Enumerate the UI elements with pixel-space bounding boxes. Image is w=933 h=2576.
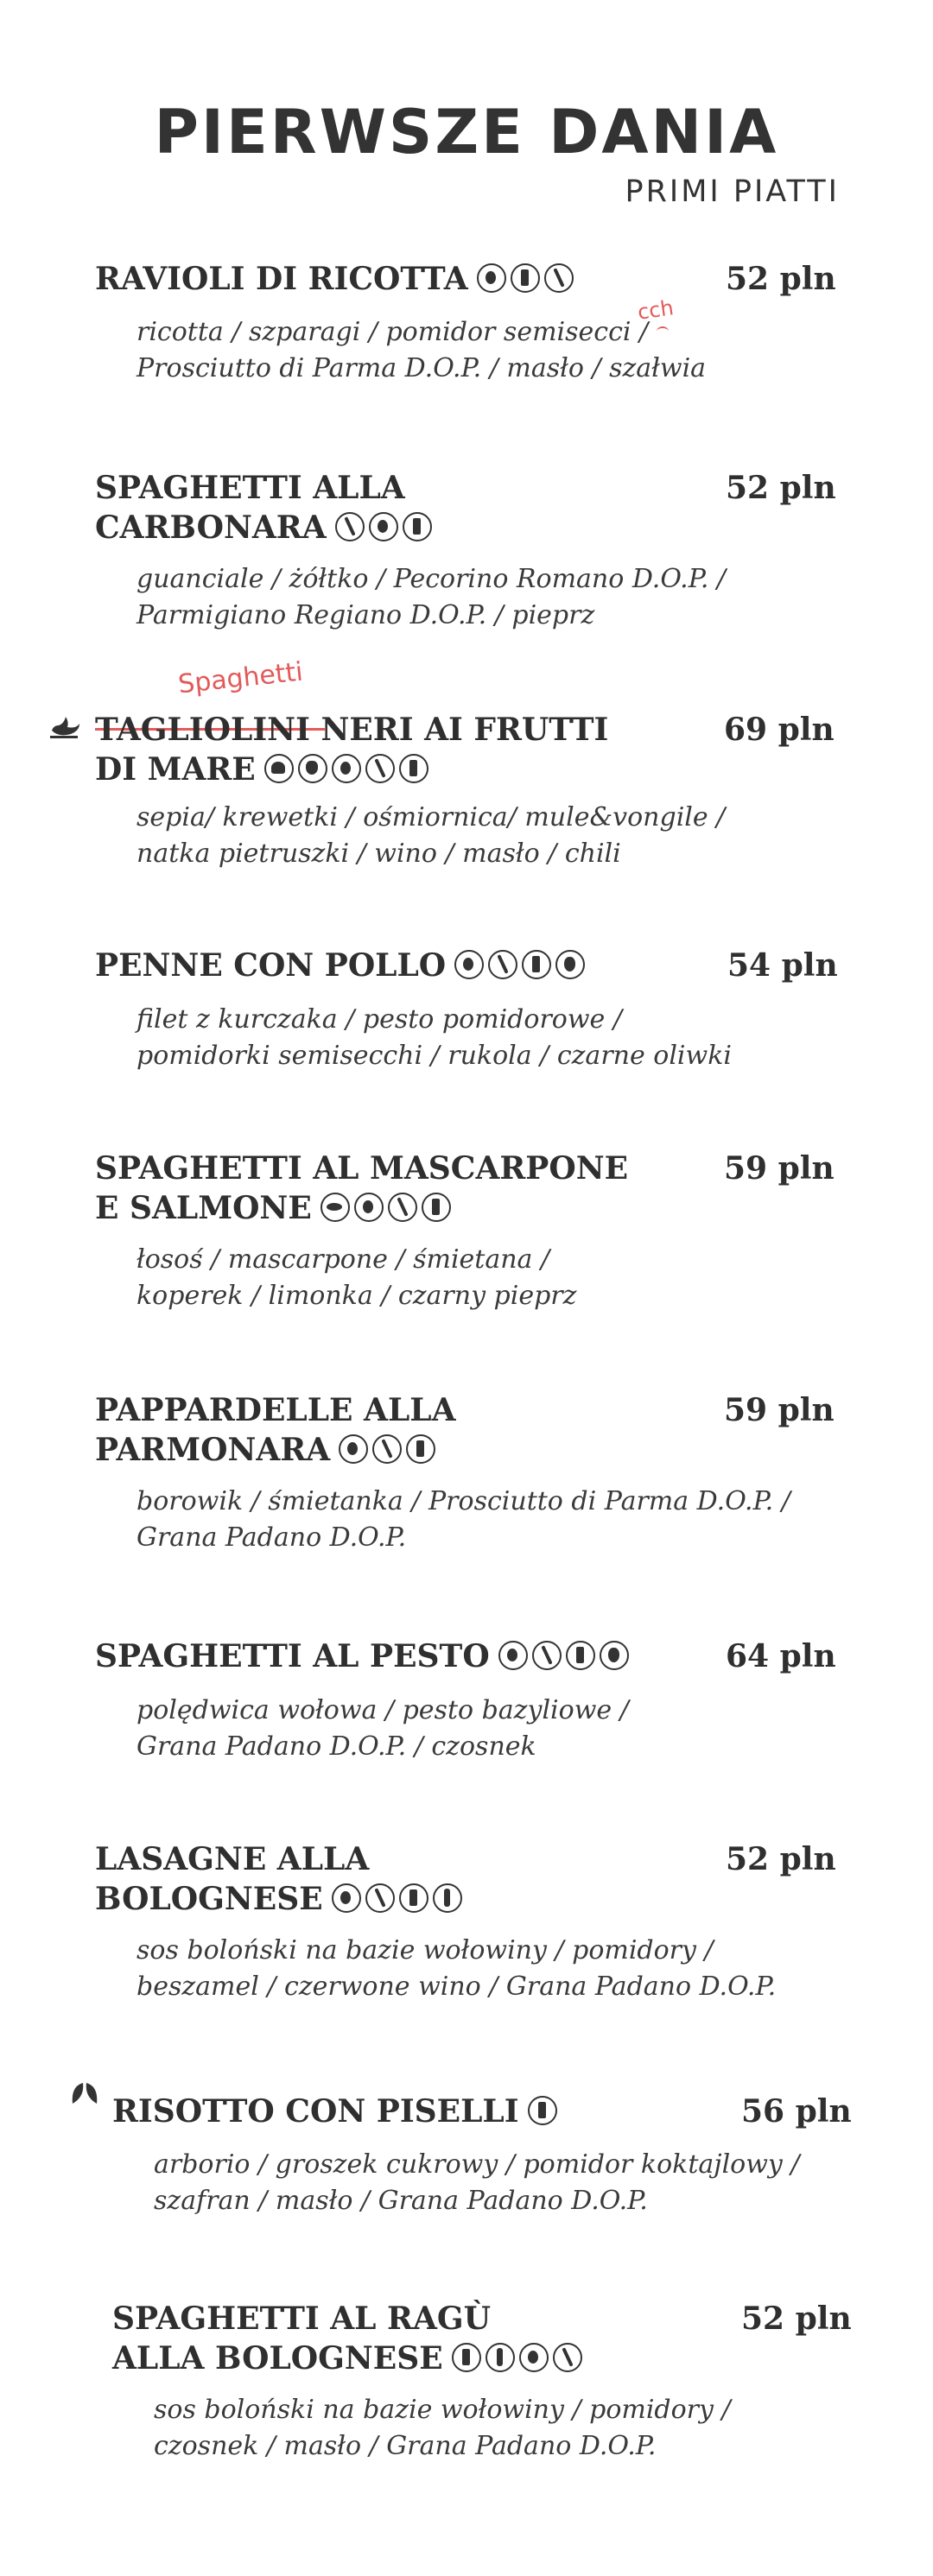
menu-item-description: [136, 1933, 879, 2005]
page-subtitle: PRIMI PIATTI: [625, 174, 840, 209]
menu-item-name-text: PAPPARDELLE ALLA: [95, 1392, 456, 1428]
menu-item-name-text: DI MARE: [95, 751, 256, 788]
menu-item-name-line: [95, 946, 700, 989]
allergen-icons: [477, 263, 578, 302]
menu-item-name-line: [95, 710, 700, 750]
menu-item-description-line: Grana Padano D.O.P.: [136, 1522, 407, 1553]
menu-item-description-line: borowik / śmietanka / Prosciutto di Parma D.O.P. /: [136, 1486, 790, 1516]
menu-item-description-line: szafran / masło / Grana Padano D.O.P.: [154, 2186, 648, 2216]
menu-item-name-line: [112, 2092, 717, 2135]
menu-item-price: 59 pln: [724, 1150, 835, 1187]
menu-item-name-text: RAVIOLI DI RICOTTA: [95, 261, 468, 297]
nuts-icon: [600, 1641, 629, 1670]
egg-icon: [369, 512, 398, 541]
menu-item-description-line: arborio / groszek cukrowy / pomidor koktajlowy /: [154, 2149, 800, 2180]
dairy-icon: [566, 1641, 595, 1670]
gluten-icon: [544, 263, 574, 293]
menu-item-name-text: LASAGNE ALLA: [95, 1841, 370, 1877]
allergen-icons: [452, 2342, 587, 2382]
menu-item-description-line: łosoś / mascarpone / śmietana /: [136, 1244, 550, 1275]
menu-item-price: 52 pln: [726, 470, 836, 506]
menu-item-name: [95, 1390, 700, 1473]
menu-item-name-line: [95, 1430, 700, 1473]
menu-item-name-line: [95, 508, 700, 551]
menu-item-description-line: Parmigiano Regiano D.O.P. / pieprz: [136, 600, 595, 630]
dairy-icon: [422, 1193, 451, 1222]
menu-item-description: [136, 800, 879, 872]
egg-icon: [454, 950, 484, 979]
menu-item-description-line: sepia/ krewetki / ośmiornica/ mule&vongile /: [136, 802, 726, 832]
menu-item-name-line: [95, 1390, 700, 1430]
menu-item-name: [95, 1839, 700, 1922]
spicy-icon: [50, 715, 81, 741]
menu-item-name: [95, 1149, 700, 1231]
gluten-icon: [365, 754, 395, 783]
allergen-icons: [454, 949, 589, 989]
menu-item-name-text: SPAGHETTI AL MASCARPONE: [95, 1150, 629, 1187]
egg-icon: [332, 1883, 361, 1913]
menu-item-description: [136, 1002, 879, 1074]
menu-item-name-text: SPAGHETTI AL PESTO: [95, 1638, 490, 1674]
vegetarian-leaf-icon: [69, 2081, 100, 2107]
menu-item-name-text: TAGLIOLINI NERI AI FRUTTI: [95, 712, 609, 748]
dairy-icon: [511, 263, 540, 293]
menu-item-price: 64 pln: [726, 1638, 836, 1674]
egg-icon: [519, 2343, 549, 2372]
egg-icon: [354, 1193, 384, 1222]
dairy-icon: [522, 950, 551, 979]
menu-item-name: [112, 2299, 717, 2382]
menu-item-price: 59 pln: [724, 1392, 835, 1428]
menu-item-name-text: CARBONARA: [95, 510, 327, 546]
menu-item-price: 52 pln: [726, 261, 836, 297]
menu-item-name-line: [112, 2299, 717, 2339]
menu-item-name-line: [95, 1839, 700, 1879]
menu-item-name-line: [95, 1188, 700, 1231]
menu-item-name: [95, 259, 700, 302]
menu-item-price: 54 pln: [727, 947, 838, 984]
menu-item-description-line: beszamel / czerwone wino / Grana Padano D.O.P.: [136, 1972, 777, 2002]
menu-item-name-text: PARMONARA: [95, 1432, 331, 1468]
gluten-icon: [388, 1193, 417, 1222]
menu-item-description-line: koperek / limonka / czarny pieprz: [136, 1281, 577, 1311]
menu-item-price: 52 pln: [741, 2301, 852, 2337]
allergen-icons: [321, 1192, 455, 1231]
menu-item-name-text: E SALMONE: [95, 1190, 312, 1226]
dairy-icon: [403, 512, 432, 541]
egg-icon: [498, 1641, 528, 1670]
egg-icon: [477, 263, 506, 293]
menu-item-description-line: czosnek / masło / Grana Padano D.O.P.: [154, 2431, 657, 2461]
dairy-icon: [399, 754, 428, 783]
handwritten-note-spaghetti: Spaghetti: [176, 656, 305, 700]
celery-icon: [486, 2343, 515, 2372]
menu-item-description-line: sos boloński na bazie wołowiny / pomidory /: [136, 1935, 714, 1965]
fish-icon: [321, 1193, 350, 1222]
menu-item-name-line: [95, 259, 700, 302]
menu-item-description: [136, 314, 879, 387]
menu-item-description-line: natka pietruszki / wino / masło / chili: [136, 839, 621, 869]
celery-icon: [433, 1883, 462, 1913]
menu-item-description-line: Grana Padano D.O.P. / czosnek: [136, 1731, 536, 1762]
menu-item-name-line: [95, 1879, 700, 1922]
menu-item-description-line: guanciale / żółtko / Pecorino Romano D.O.P. /: [136, 564, 727, 594]
menu-item-description: [136, 561, 879, 634]
allergen-icons: [332, 1883, 466, 1922]
gluten-icon: [365, 1883, 395, 1913]
menu-item-name-text: SPAGHETTI ALLA: [95, 470, 405, 506]
dairy-icon: [452, 2343, 481, 2372]
menu-item-name-text: BOLOGNESE: [95, 1881, 323, 1917]
handwritten-note-cch: cch: [636, 295, 676, 325]
dairy-icon: [399, 1883, 428, 1913]
menu-item-name: [112, 2092, 717, 2135]
egg-icon: [332, 754, 361, 783]
menu-item-description: [136, 1484, 879, 1556]
menu-item-name-text: PENNE CON POLLO: [95, 947, 447, 984]
menu-item-name-line: [95, 468, 700, 508]
gluten-icon: [335, 512, 365, 541]
menu-item-name-line: [95, 750, 700, 793]
menu-item-description-line: filet z kurczaka / pesto pomidorowe /: [136, 1004, 622, 1035]
allergen-icons: [528, 2095, 562, 2135]
menu-item-name: [95, 946, 700, 989]
menu-item-description: [154, 2147, 897, 2219]
menu-item-description-line: sos boloński na bazie wołowiny / pomidory /: [154, 2395, 731, 2425]
nuts-icon: [555, 950, 585, 979]
menu-item-name-text: RISOTTO CON PISELLI: [112, 2093, 519, 2130]
allergen-icons: [264, 753, 433, 793]
dairy-icon: [406, 1434, 435, 1464]
menu-item-name-text: SPAGHETTI AL RAGÙ: [112, 2301, 492, 2337]
menu-item-name-line: [112, 2339, 717, 2382]
menu-item-name-line: [95, 1636, 700, 1680]
menu-item-description-line: Prosciutto di Parma D.O.P. / masło / szałwia: [136, 353, 707, 383]
menu-item-description-line: ricotta / szparagi / pomidor semisecci /: [136, 317, 649, 347]
gluten-icon: [532, 1641, 562, 1670]
menu-item-description: [154, 2392, 897, 2465]
menu-item-name: [95, 1636, 700, 1680]
menu-item-name-line: [95, 1149, 700, 1188]
dairy-icon: [528, 2096, 557, 2125]
menu-item-name: [95, 468, 700, 551]
gluten-icon: [553, 2343, 582, 2372]
page-title: PIERWSZE DANIA: [154, 97, 779, 168]
mollusc-icon: [298, 754, 327, 783]
menu-item-price: 52 pln: [726, 1841, 836, 1877]
egg-icon: [339, 1434, 368, 1464]
allergen-icons: [498, 1640, 633, 1680]
menu-item-name: [95, 710, 700, 793]
menu-item-description-line: pomidorki semisecchi / rukola / czarne oliwki: [136, 1041, 732, 1071]
allergen-icons: [339, 1434, 440, 1473]
gluten-icon: [372, 1434, 402, 1464]
menu-item-name-text: ALLA BOLOGNESE: [112, 2340, 443, 2377]
gluten-icon: [488, 950, 517, 979]
menu-item-description: [136, 1242, 879, 1314]
menu-item-price: 69 pln: [724, 712, 835, 748]
allergen-icons: [335, 511, 436, 551]
menu-item-description-line: polędwica wołowa / pesto bazyliowe /: [136, 1695, 629, 1725]
menu-item-description: [136, 1693, 879, 1765]
shellfish-icon: [264, 754, 294, 783]
menu-item-price: 56 pln: [741, 2093, 852, 2130]
